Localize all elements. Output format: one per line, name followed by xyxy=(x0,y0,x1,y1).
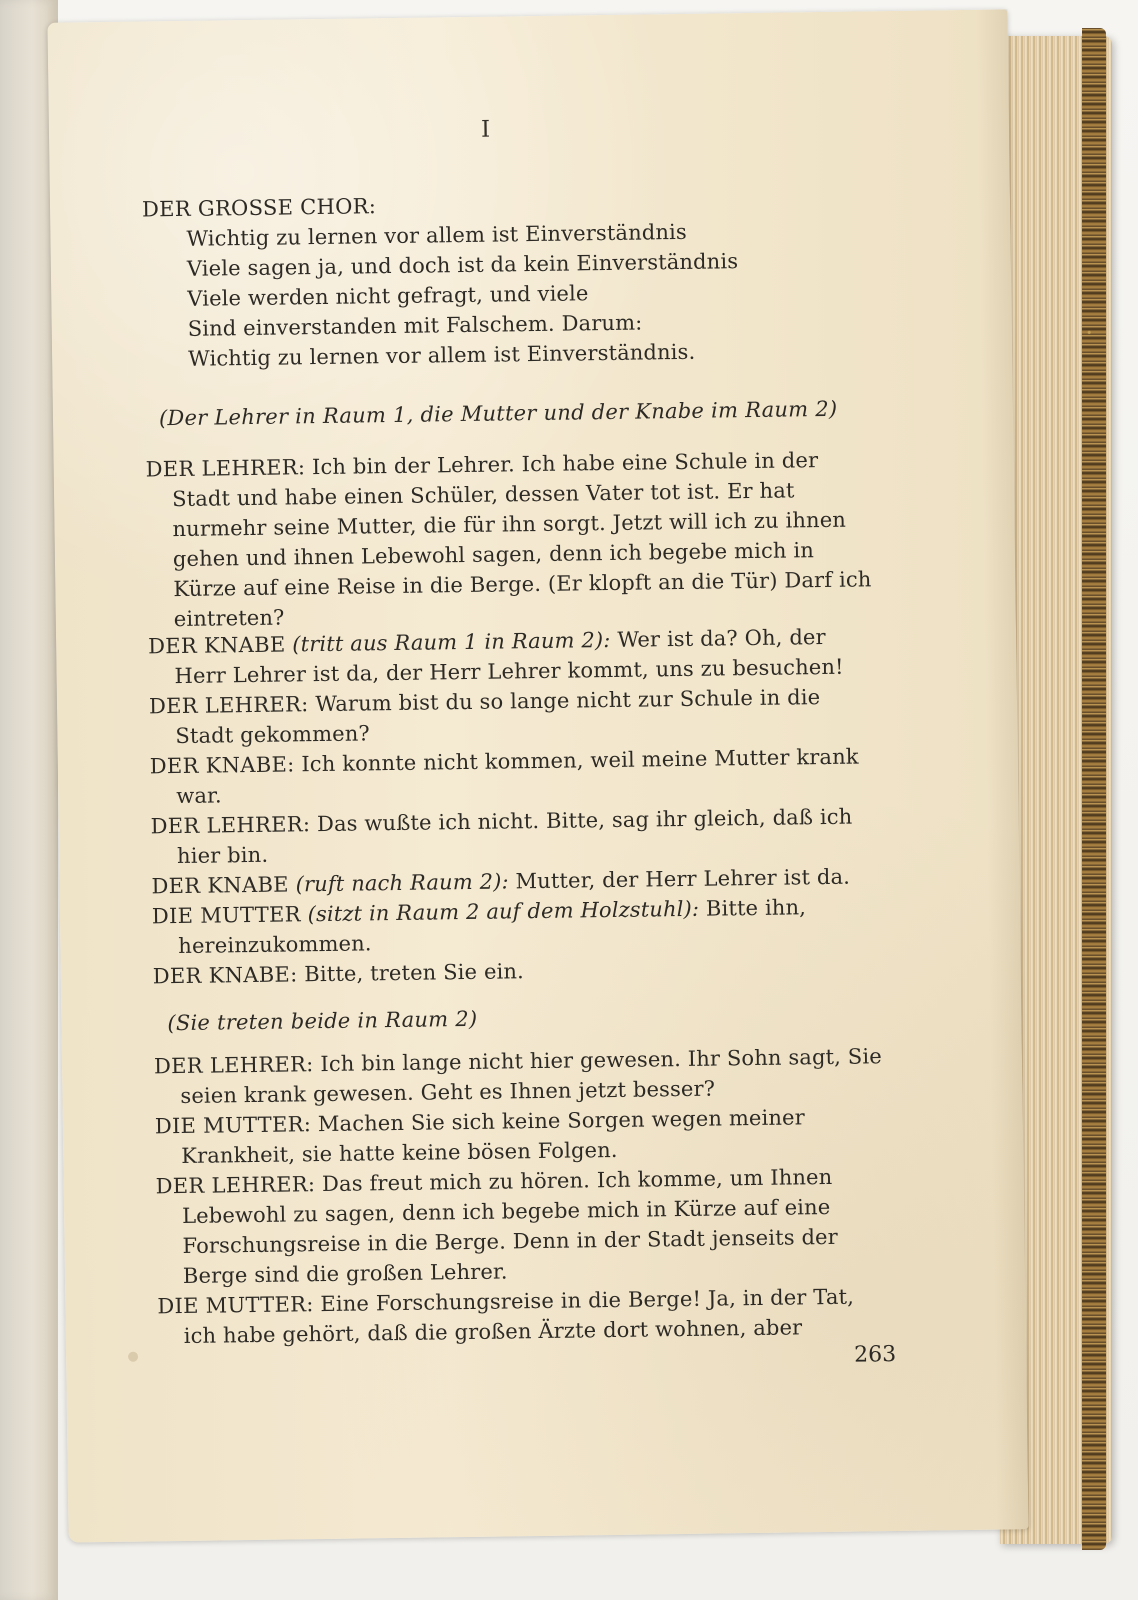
dialogue-entry xyxy=(157,1281,888,1351)
speech-text: Eine Forschungsreise in die Berge! Ja, in der Tat, ich habe gehört, daß die großen Ärzte dort wohnen, aber xyxy=(183,1284,855,1348)
chorus-line: Viele werden nicht gefragt, und viele xyxy=(187,281,589,311)
speaker-name: DER LEHRER: xyxy=(150,812,311,839)
stage-direction-inline: (sitzt in Raum 2 auf dem Holzstuhl): xyxy=(307,896,700,927)
dialogue-entry xyxy=(149,681,880,751)
speech-text: Bitte, treten Sie ein. xyxy=(304,959,525,987)
dialogue-entry xyxy=(152,891,883,961)
dialogue-entry xyxy=(145,444,877,634)
printed-book-page xyxy=(47,9,1028,1542)
speech-text: Warum bist du so lange nicht zur Schule in die Stadt gekommen? xyxy=(175,685,821,749)
dialogue-line xyxy=(155,1101,886,1171)
stage-direction: (Sie treten beide in Raum 2) xyxy=(167,1006,478,1036)
dialogue-line xyxy=(150,741,881,811)
speech-text: Ich bin lange nicht hier gewesen. Ihr Sohn sagt, Sie seien krank gewesen. Geht es Ihnen jetzt besser? xyxy=(180,1044,882,1109)
chorus-line: Viele sagen ja, und doch ist da kein Einverständnis xyxy=(186,249,739,281)
dialogue-line xyxy=(150,801,881,871)
speaker-name: DER LEHRER: xyxy=(155,1172,316,1199)
stage-direction-inline: (tritt aus Raum 1 in Raum 2): xyxy=(292,627,611,657)
dialogue-entry xyxy=(154,1041,885,1111)
chorus-line: Wichtig zu lernen vor allem ist Einverständnis xyxy=(186,219,688,251)
dialogue-line xyxy=(157,1281,888,1351)
dialogue-entry xyxy=(155,1101,886,1171)
speaker-name: DER KNABE xyxy=(151,872,290,899)
speech-text: Machen Sie sich keine Sorgen wegen meiner Krankheit, sie hatte keine bösen Folgen. xyxy=(181,1105,805,1169)
dialogue-entry xyxy=(148,621,879,691)
chorus-block xyxy=(142,184,874,374)
section-number: I xyxy=(480,116,491,143)
page-text xyxy=(141,106,882,1348)
dialogue-line xyxy=(155,1161,887,1291)
speaker-name: DER KNABE: xyxy=(149,752,295,779)
speaker-name: DER LEHRER: xyxy=(145,455,306,482)
chorus-line: Wichtig zu lernen vor allem ist Einverständnis. xyxy=(187,339,696,371)
speaker-name: DER KNABE xyxy=(147,632,286,659)
speaker-name: DER KNABE: xyxy=(152,962,298,989)
speech-text: Mutter, der Herr Lehrer ist da. xyxy=(515,864,851,894)
dialogue-line xyxy=(149,681,880,751)
dialogue-line xyxy=(154,1041,885,1111)
speaker-name: DIE MUTTER: xyxy=(154,1112,312,1139)
chorus-speaker: DER GROSSE CHOR: xyxy=(141,194,377,222)
dialogue-line xyxy=(145,444,877,634)
stage-direction-inline: (ruft nach Raum 2): xyxy=(295,869,509,897)
stage-direction: (Der Lehrer in Raum 1, die Mutter und der Knabe im Raum 2) xyxy=(158,396,838,431)
speech-text: Ich bin der Lehrer. Ich habe eine Schule in der Stadt und habe einen Schüler, dessen Vater tot ist. Er hat nurmehr seine Mutter, die für ihn sorgt. Jetzt will ich zu ihnen gehen und ihnen Lebewohl sagen, denn ich begebe mich in Kürze auf eine Reise in die Berge. (Er klopft an die Tür) Darf ich eintreten? xyxy=(171,448,872,632)
speaker-name: DER LEHRER: xyxy=(153,1052,314,1079)
dialogue-line xyxy=(152,891,883,961)
speech-text: Das wußte ich nicht. Bitte, sag ihr gleich, daß ich hier bin. xyxy=(176,804,853,869)
dialogue-line xyxy=(148,621,879,691)
speech-text: Das freut mich zu hören. Ich komme, um Ihnen Lebewohl zu sagen, denn ich begebe mich in Kürze auf eine Forschungsreise in die Berge. Denn in der Stadt jenseits der Berge sind die großen Lehrer. xyxy=(181,1164,839,1289)
dialogue-entry xyxy=(150,741,881,811)
book-cover-edge xyxy=(1082,28,1106,1550)
speech-text: Bitte ihn, hereinzukommen. xyxy=(178,895,807,959)
dialogue-entry xyxy=(150,801,881,871)
speech-text: Ich konnte nicht kommen, weil meine Mutter krank war. xyxy=(176,744,859,809)
left-page-edge xyxy=(0,0,58,1600)
speech-text: Wer ist da? Oh, der Herr Lehrer ist da, der Herr Lehrer kommt, uns zu besuchen! xyxy=(174,624,844,689)
page-number: 263 xyxy=(853,1342,897,1368)
speaker-name: DIE MUTTER xyxy=(151,902,301,929)
speaker-name: DIE MUTTER: xyxy=(157,1292,314,1319)
dialogue-entry xyxy=(155,1161,887,1291)
chorus-line: Sind einverstanden mit Falschem. Darum: xyxy=(187,310,643,341)
paper-mark xyxy=(128,1352,138,1362)
speaker-name: DER LEHRER: xyxy=(148,692,309,719)
